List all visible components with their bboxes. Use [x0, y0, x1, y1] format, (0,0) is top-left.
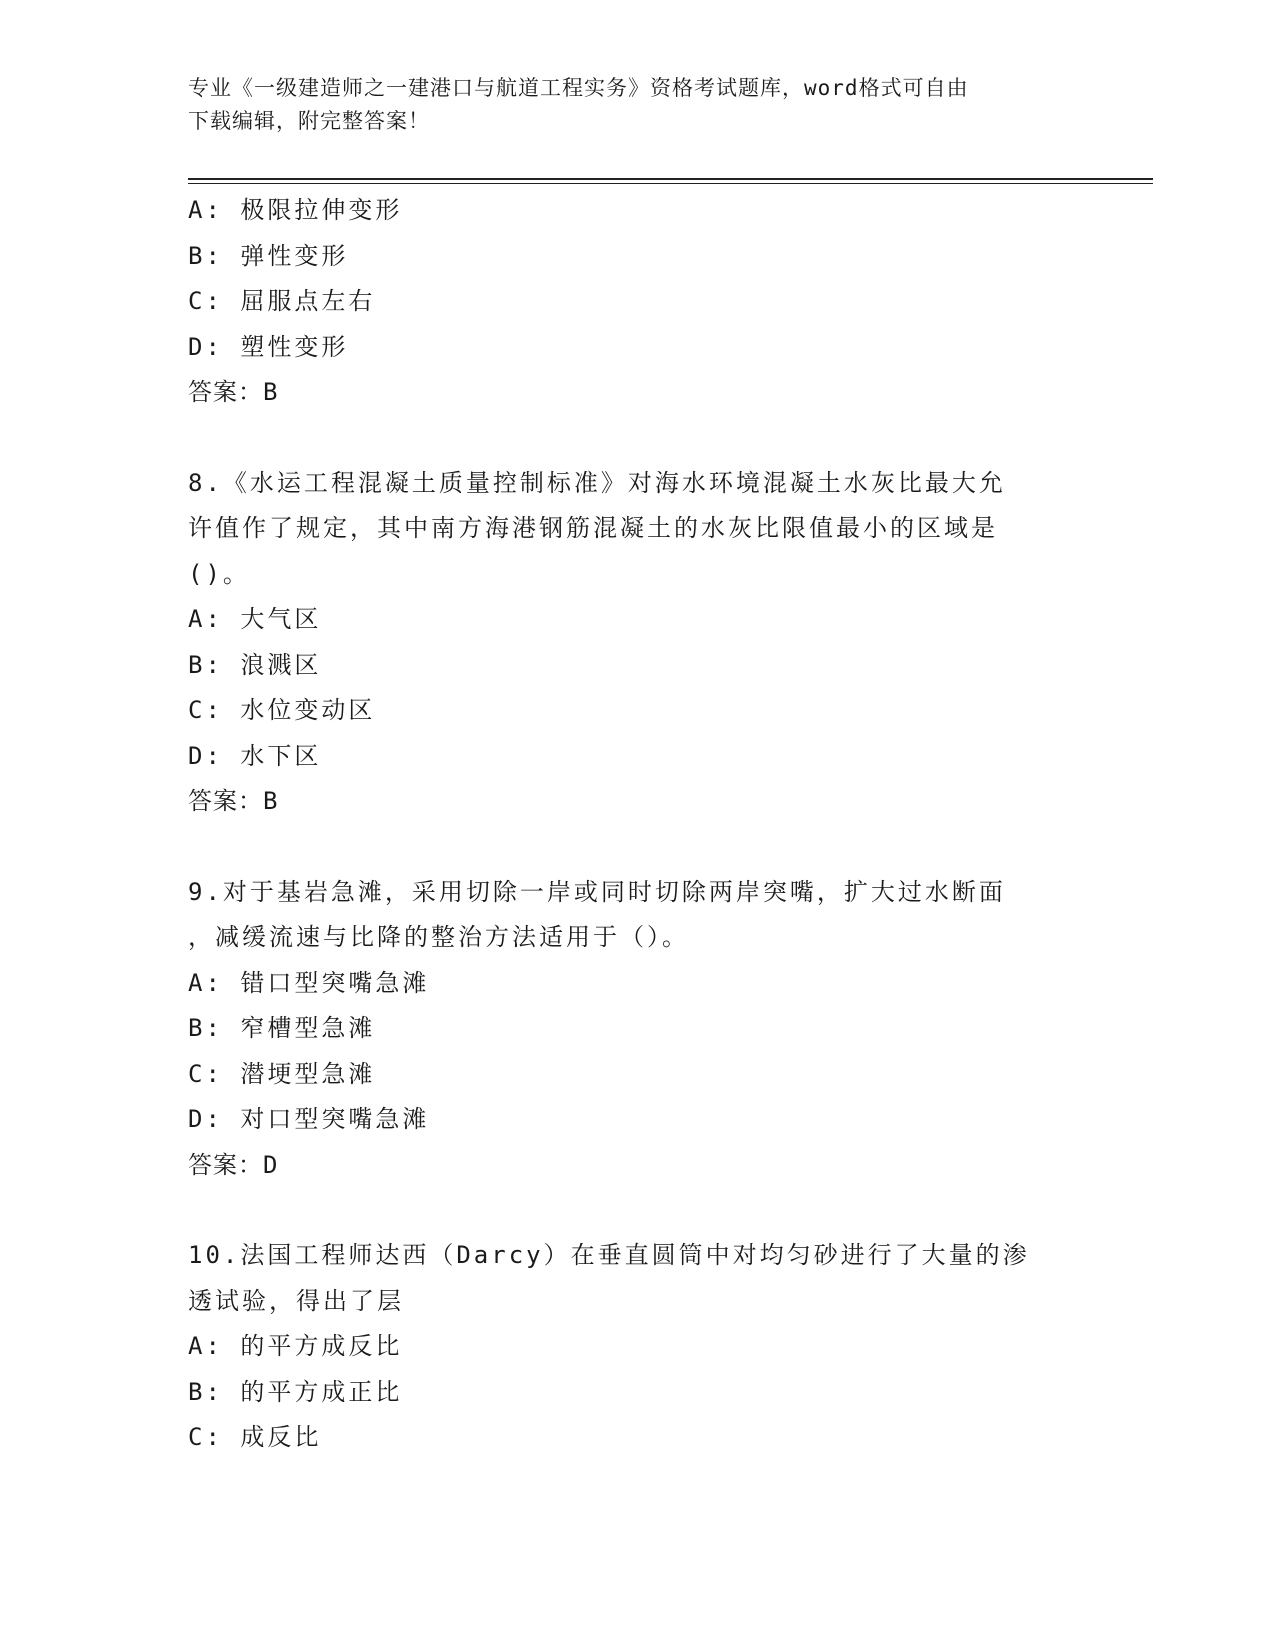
option-d: D: 对口型突嘴急滩	[188, 1105, 430, 1133]
question-7	[188, 188, 1068, 416]
header-divider-thin	[188, 183, 1153, 184]
answer: 答案：B	[188, 787, 279, 815]
question-9	[188, 870, 1068, 1189]
spacer	[188, 416, 1068, 461]
answer: 答案：D	[188, 1150, 279, 1179]
option-b: B: 窄槽型急滩	[188, 1014, 376, 1042]
question-stem-line: 9.对于基岩急滩，采用切除一岸或同时切除两岸突嘴，扩大过水断面	[188, 877, 1006, 906]
option-c: C: 水位变动区	[188, 696, 376, 724]
option-b: B: 浪溅区	[188, 650, 322, 679]
header-line-1: 专业《一级建造师之一建港口与航道工程实务》资格考试题库，word格式可自由	[188, 76, 969, 100]
question-stem-line: 透试验，得出了层	[188, 1286, 404, 1315]
header-divider-thick	[188, 178, 1153, 180]
question-10	[188, 1233, 1068, 1461]
option-a: A: 错口型突嘴急滩	[188, 968, 430, 997]
spacer	[188, 825, 1068, 870]
option-a: A: 的平方成反比	[188, 1332, 403, 1360]
question-stem-line: 8.《水运工程混凝土质量控制标准》对海水环境混凝土水灰比最大允	[188, 468, 1006, 497]
option-a: A: 极限拉伸变形	[188, 196, 403, 224]
document-header	[188, 72, 1068, 138]
option-b: B: 的平方成正比	[188, 1377, 403, 1406]
question-stem-line: 10.法国工程师达西（Darcy）在垂直圆筒中对均匀砂进行了大量的渗	[188, 1241, 1030, 1269]
option-c: C: 屈服点左右	[188, 287, 376, 315]
option-d: D: 水下区	[188, 741, 322, 770]
question-list	[188, 188, 1068, 1461]
question-stem-line: ，减缓流速与比降的整治方法适用于（）。	[188, 923, 689, 951]
option-c: C: 成反比	[188, 1423, 322, 1451]
spacer	[188, 1188, 1068, 1233]
header-line-2: 下载编辑，附完整答案！	[188, 109, 430, 133]
option-d: D: 塑性变形	[188, 332, 349, 361]
option-c: C: 潜埂型急滩	[188, 1059, 376, 1088]
answer: 答案：B	[188, 378, 279, 406]
question-stem-line: 许值作了规定，其中南方海港钢筋混凝土的水灰比限值最小的区域是	[188, 514, 998, 542]
option-b: B: 弹性变形	[188, 241, 349, 270]
question-stem-line: ()。	[188, 559, 250, 588]
question-8	[188, 461, 1068, 825]
option-a: A: 大气区	[188, 605, 322, 633]
